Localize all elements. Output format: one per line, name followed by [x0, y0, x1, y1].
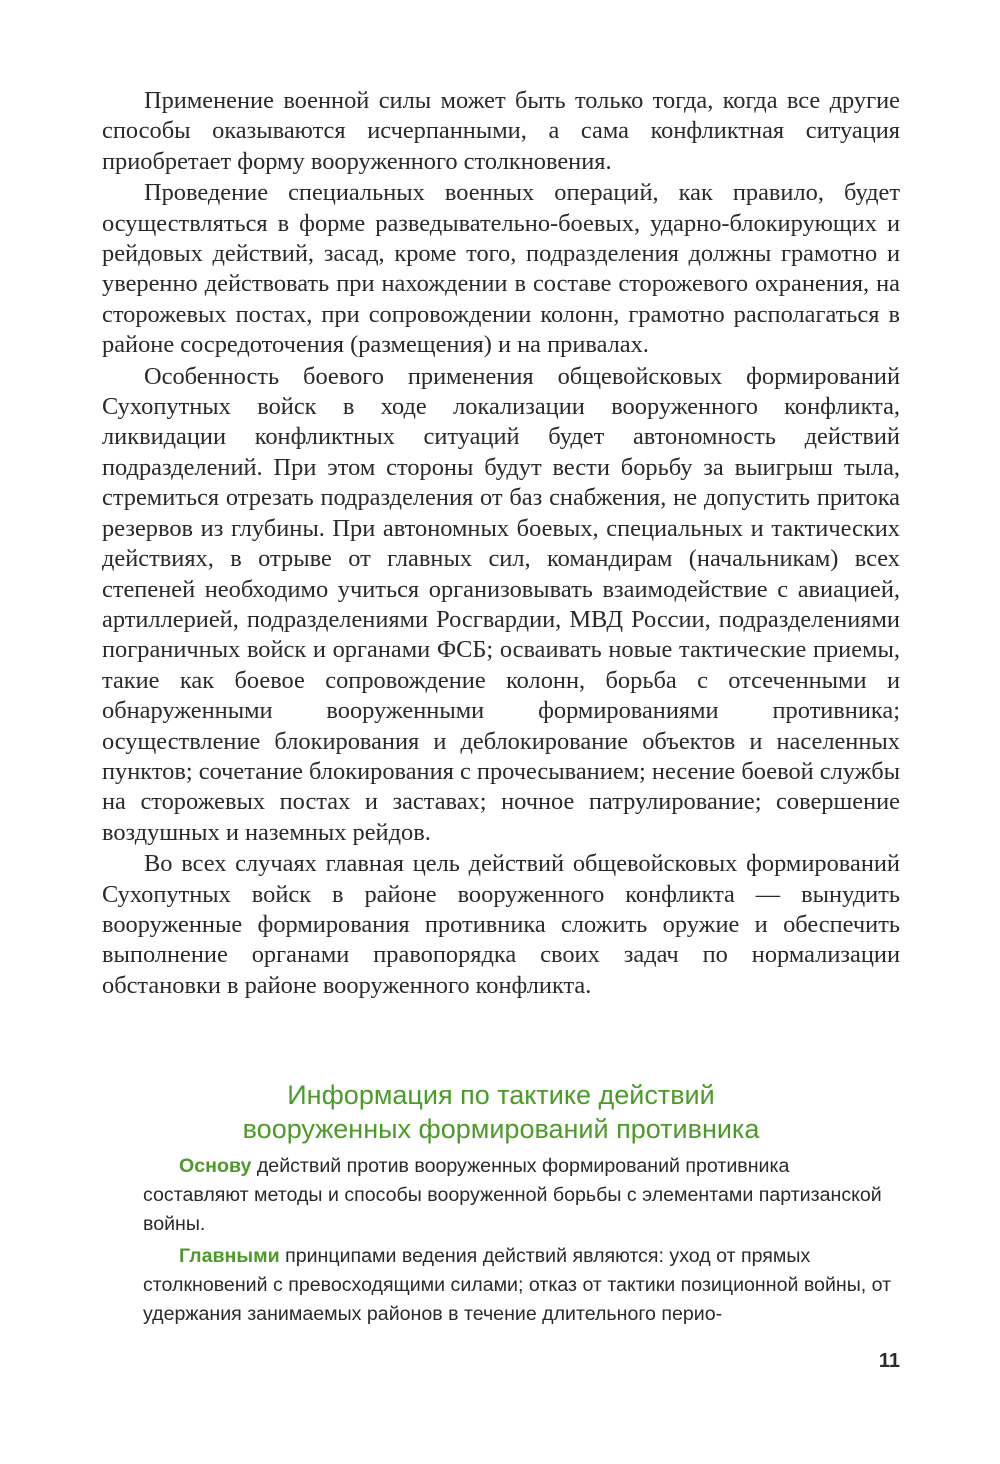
- section-paragraph-1: [143, 1152, 900, 1239]
- page-number: 11: [878, 1350, 900, 1372]
- section-paragraph-1-text: действий против вооруженных формирований противника составляют методы и способы вооруженной борьбы с элементами партизанской войны.: [143, 1155, 882, 1235]
- section-paragraph-2-text: принципами ведения действий являются: уход от прямых столкновений с превосходящими силами; отказ от тактики позиционной войны, от удержания занимаемых районов в течение длительного перио-: [143, 1245, 892, 1325]
- section-paragraph-2: [143, 1242, 900, 1329]
- paragraph-3: Особенность боевого применения общевойсковых формирований Сухопутных войск в ходе локализации вооруженного конфликта, ликвидации конфликтных ситуаций будет автономность действий подразделений. При этом стороны будут вести борьбу за выигрыш тыла, стремиться отрезать подразделения от баз снабжения, не допустить притока резервов из глубины. При автономных боевых, специальных и тактических действиях, в отрыве от главных сил, командирам (начальникам) всех степеней необходимо учиться организовывать взаимодействие с авиацией, артиллерией, подразделениями Росгвардии, МВД России, подразделениями пограничных войск и органами ФСБ; осваивать новые тактические приемы, такие как боевое сопровождение колонн, борьба с отсеченными и обнаруженными вооруженными формированиями противника; осуществление блокирования и деблокирование объектов и населенных пунктов; сочетание блокирования с прочесыванием; несение боевой службы на сторожевых постах и заставах; ночное патрулирование; совершение воздушных и наземных рейдов.: [102, 362, 900, 846]
- lead-word-osnovu: Основу: [179, 1155, 252, 1177]
- lead-word-glavnymi: Главными: [179, 1245, 280, 1267]
- section-heading-line-2: вооруженных формирований противника: [242, 1114, 760, 1144]
- section-text-block: [143, 1152, 900, 1332]
- section-heading: [102, 1078, 900, 1146]
- paragraph-1: Применение военной силы может быть только тогда, когда все другие способы оказываются исчерпанными, а сама конфликтная ситуация приобретает форму вооруженного столкновения.: [102, 87, 900, 175]
- section-heading-line-1: Информация по тактике действий: [287, 1080, 715, 1110]
- main-text-block: [102, 86, 900, 1002]
- paragraph-2: Проведение специальных военных операций, как правило, будет осуществляться в форме разведывательно-боевых, ударно-блокирующих и рейдовых действий, засад, кроме того, подразделения должны грамотно и уверенно действовать при нахождении в составе сторожевого охранения, на сторожевых постах, при сопровождении колонн, грамотно располагаться в районе сосредоточения (размещения) и на привалах.: [102, 179, 900, 359]
- paragraph-4: Во всех случаях главная цель действий общевойсковых формирований Сухопутных войск в районе вооруженного конфликта — вынудить вооруженные формирования противника сложить оружие и обеспечить выполнение органами правопорядка своих задач по нормализации обстановки в районе вооруженного конфликта.: [102, 850, 900, 999]
